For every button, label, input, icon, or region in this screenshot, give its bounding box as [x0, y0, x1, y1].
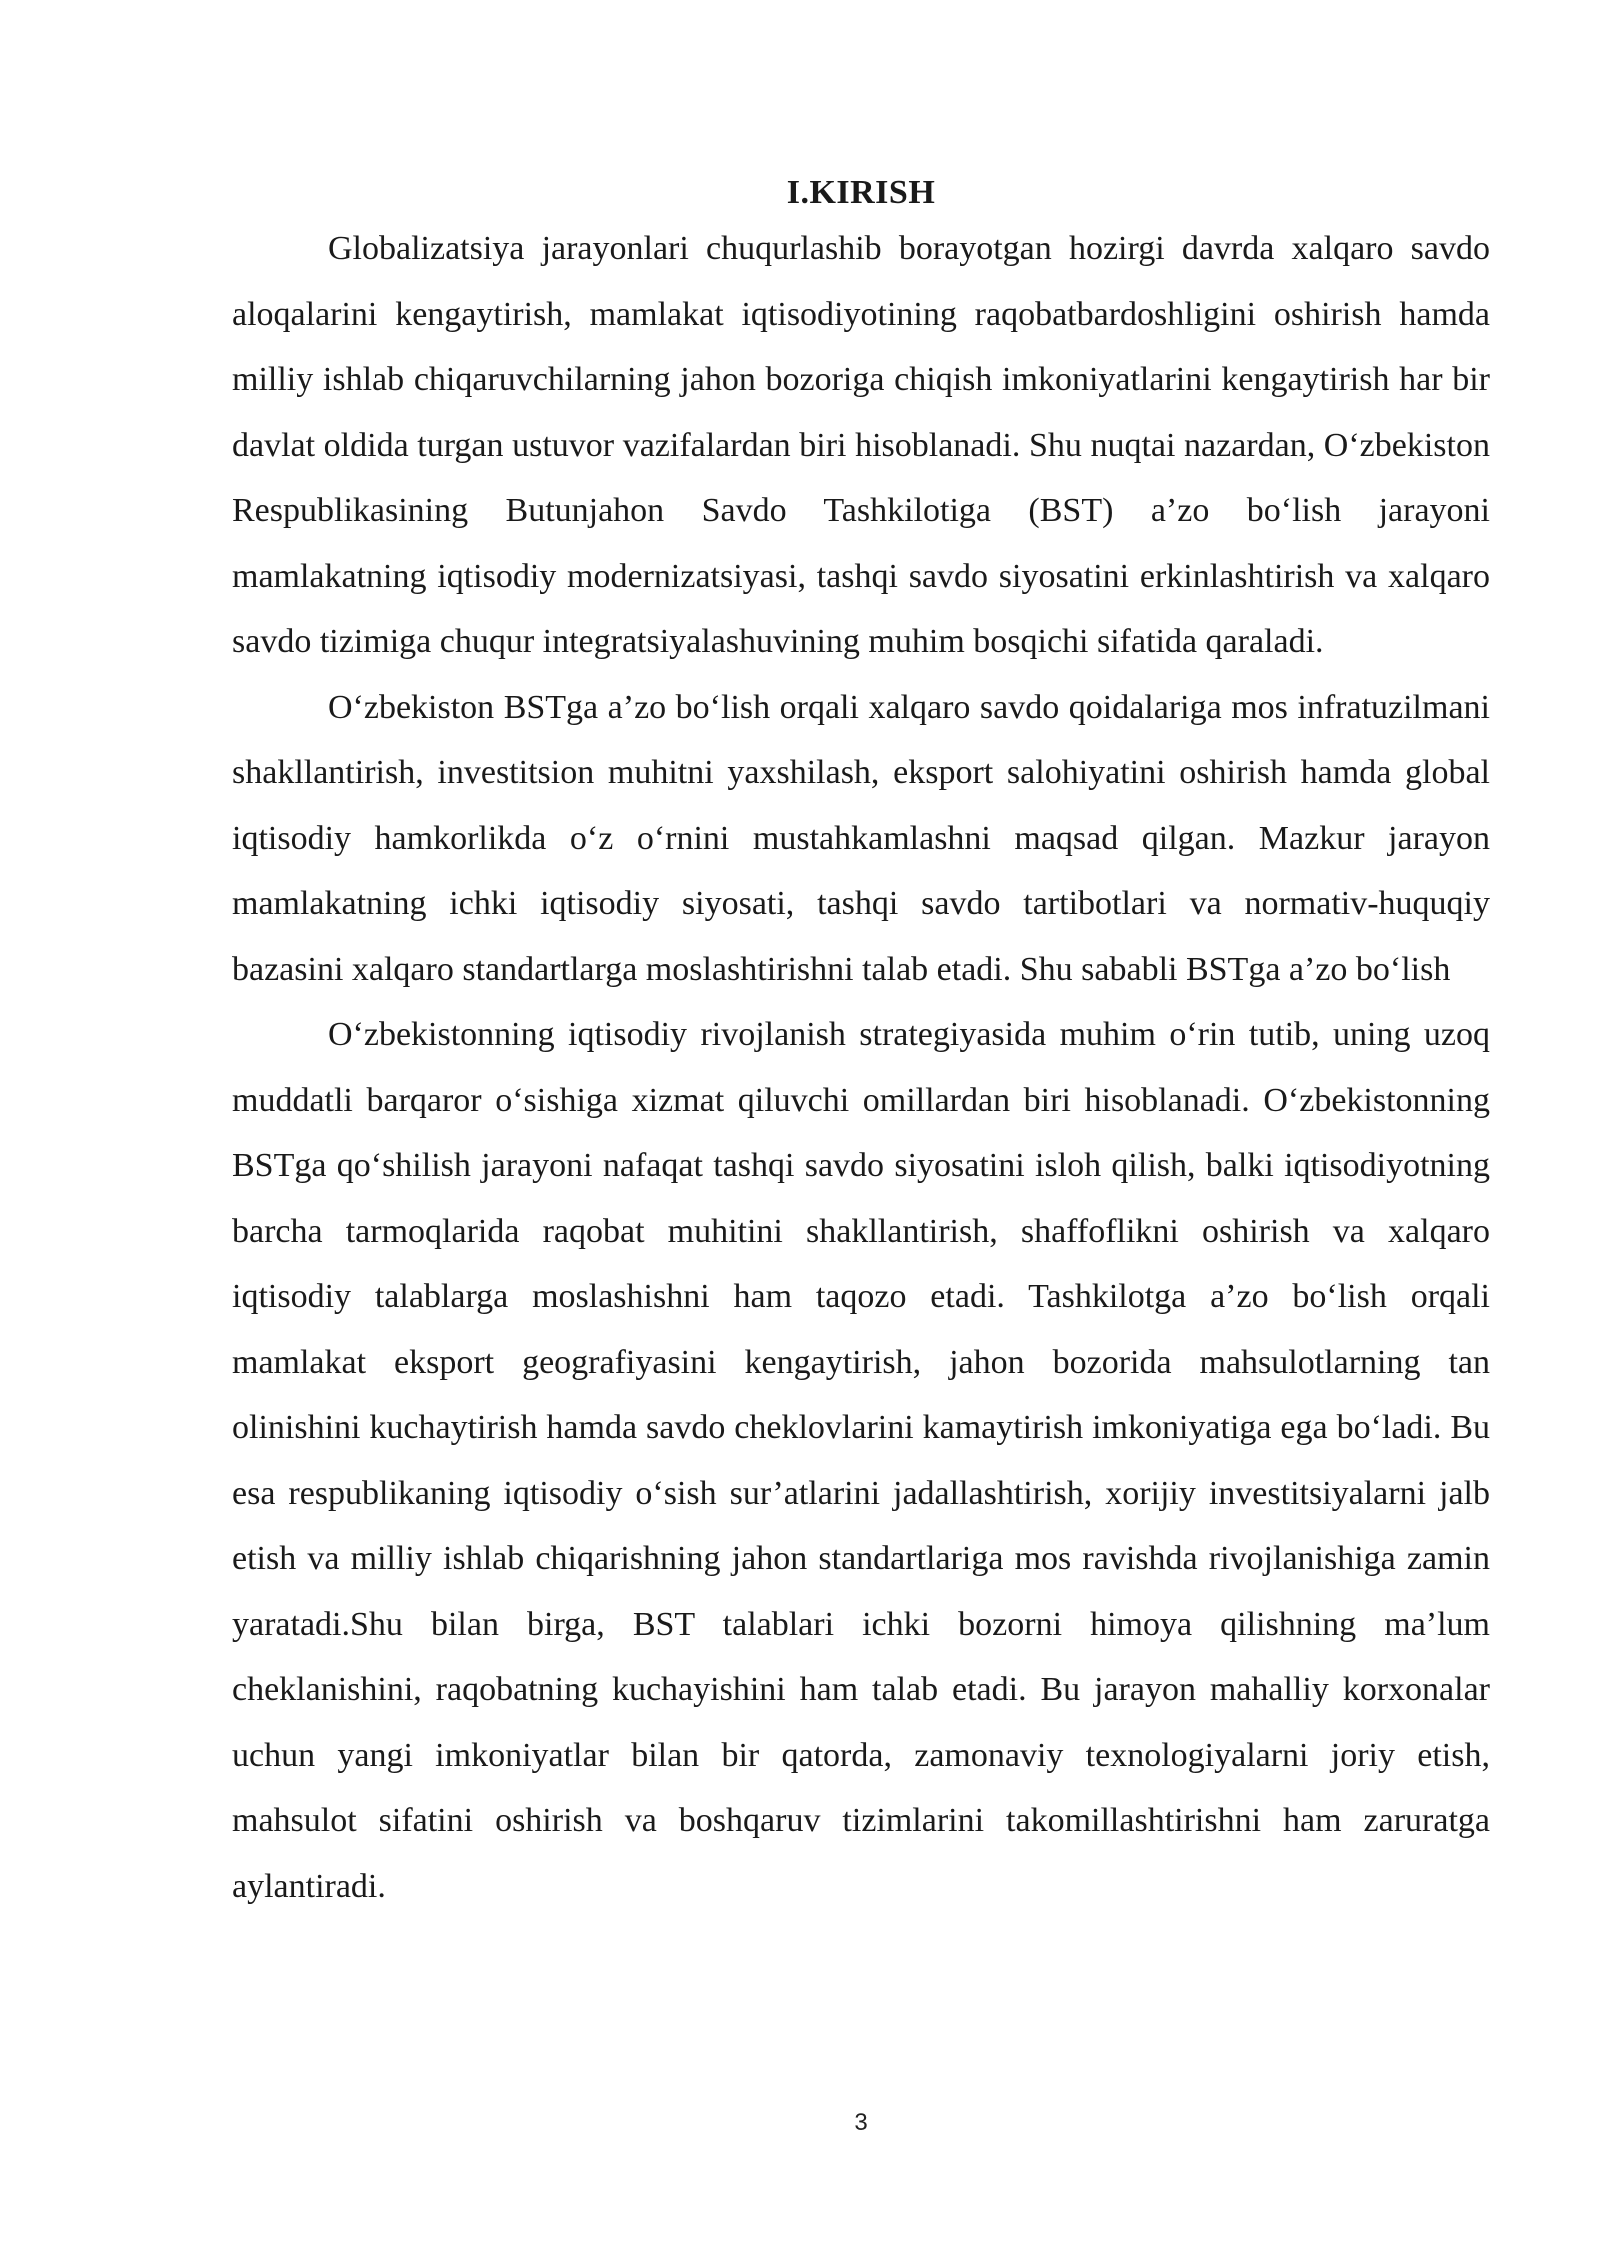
page-number: 3	[854, 2109, 868, 2136]
paragraph-2: O‘zbekiston BSTga a’zo bo‘lish orqali xalqaro savdo qoidalariga mos infratuzilmani shakllantirish, investitsion muhitni yaxshilash, eksport salohiyatini oshirish hamda global iqtisodiy hamkorlikda o‘z o‘rnini mustahkamlashni maqsad qilgan. Mazkur jarayon mamlakatning ichki iqtisodiy siyosati, tashqi savdo tartibotlari va normativ-huquqiy bazasini xalqaro standartlarga moslashtirishni talab etadi. Shu sababli BSTga a’zo bo‘lish	[232, 688, 1490, 988]
paragraph-1: Globalizatsiya jarayonlari chuqurlashib borayotgan hozirgi davrda xalqaro savdo aloqalarini kengaytirish, mamlakat iqtisodiyotining raqobatbardoshligini oshirish hamda milliy ishlab chiqaruvchilarning jahon bozoriga chiqish imkoniyatlarini kengaytirish har bir davlat oldida turgan ustuvor vazifalardan biri hisoblanadi. Shu nuqtai nazardan, O‘zbekiston Respublikasining Butunjahon Savdo Tashkilotiga (BST) a’zo bo‘lish jarayoni mamlakatning iqtisodiy modernizatsiyasi, tashqi savdo siyosatini erkinlashtirish va xalqaro savdo tizimiga chuqur integratsiyalashuvining muhim bosqichi sifatida qaraladi.	[232, 230, 1490, 660]
paragraph-3: O‘zbekistonning iqtisodiy rivojlanish strategiyasida muhim o‘rin tutib, uning uzoq muddatli barqaror o‘sishiga xizmat qiluvchi omillardan biri hisoblanadi. O‘zbekistonning BSTga qo‘shilish jarayoni nafaqat tashqi savdo siyosatini isloh qilish, balki iqtisodiyotning barcha tarmoqlarida raqobat muhitini shakllantirish, shaffoflikni oshirish va xalqaro iqtisodiy talablarga moslashishni ham taqozo etadi. Tashkilotga a’zo bo‘lish orqali mamlakat eksport geografiyasini kengaytirish, jahon bozorida mahsulotlarning tan olinishini kuchaytirish hamda savdo cheklovlarini kamaytirish imkoniyatiga ega bo‘ladi. Bu esa respublikaning iqtisodiy o‘sish sur’atlarini jadallashtirish, xorijiy investitsiyalarni jalb etish va milliy ishlab chiqarishning jahon standartlariga mos ravishda rivojlanishiga zamin yaratadi.Shu bilan birga, BST talablari ichki bozorni himoya qilishning ma’lum cheklanishini, raqobatning kuchayishini ham talab etadi. Bu jarayon mahalliy korxonalar uchun yangi imkoniyatlar bilan bir qatorda, zamonaviy texnologiyalarni joriy etish, mahsulot sifatini oshirish va boshqaruv tizimlarini takomillashtirishni ham zaruratga aylantiradi.	[232, 1016, 1490, 1905]
section-heading: I.KIRISH	[786, 173, 936, 211]
body-text	[232, 216, 1490, 1919]
